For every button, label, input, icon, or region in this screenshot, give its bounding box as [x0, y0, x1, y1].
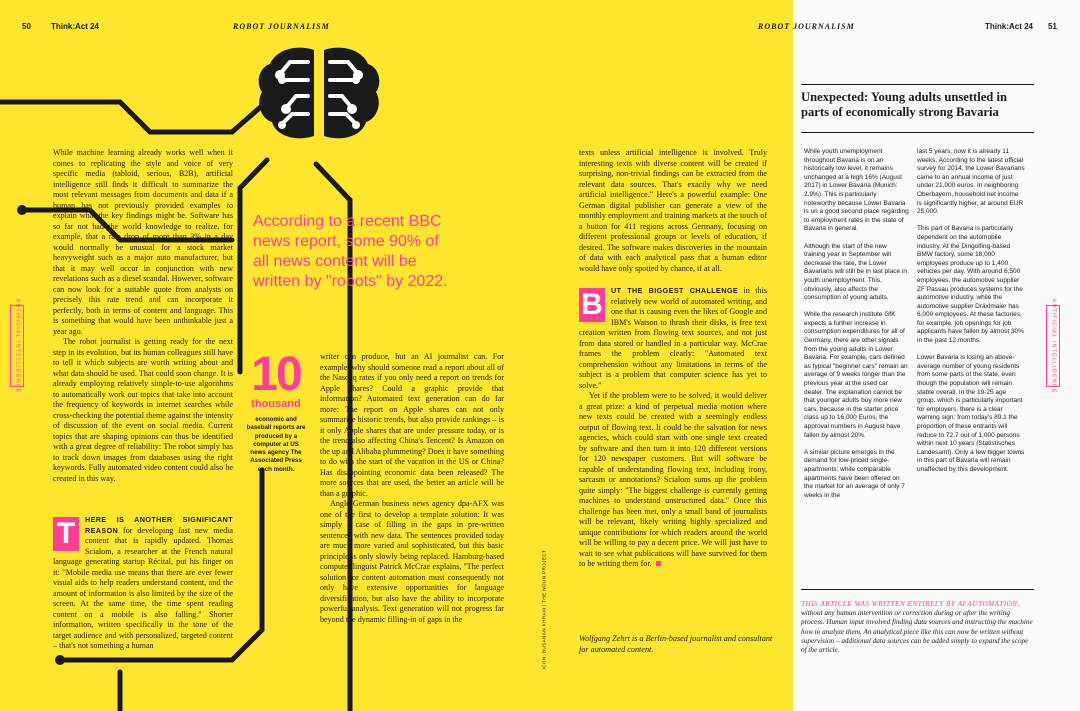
article-column-3	[579, 148, 767, 570]
right-section-title: ROBOT JOURNALISM	[758, 22, 855, 31]
author-signature: Wolfgang Zehrt is a Berlin-based journalist and consultant for automated content.	[579, 634, 773, 654]
article-column-1	[53, 148, 233, 484]
left-page-number: 50	[22, 22, 31, 31]
stat-unit: thousand	[251, 398, 301, 410]
box-paragraph: This part of Bavaria is particularly dependent on the automobile industry. At the Dingolfing-based BMW factory, some 18,000 employees produce up to 1,400 vehicles per day. With around 6,500 employees, the automotive supplier ZF Passau produces systems for the automotive industry, while the automotive supplier Dräxlmaier has 6,000 employees. At these factories, for example, job openings for job applicants have fallen by almost 30% in the past 12 months.	[917, 225, 1024, 345]
pull-quote: According to a recent BBC news report, some 90% of all news content will be written by "robots" by 2022.	[253, 213, 448, 290]
box-paragraph: A similar picture emerges in the demand for low-priced single-apartments: while comparable apartments have been offered on the market for an average of only 7 weeks in the	[804, 448, 905, 499]
box-bottom-rule	[801, 589, 1034, 590]
left-brand: Think:Act 24	[51, 22, 100, 31]
article-column-1-lower	[53, 515, 233, 652]
box-title-rule	[801, 132, 1034, 133]
box-top-rule	[801, 84, 1034, 85]
body-paragraph: Anglo-German business news agency dpa-AFX was one of the first to develop a template solution: It was simply a case of filling in the gaps in pre-written sentences with new data. The sentences provided today are much more varied and sophisticated, but this basic principle is only slowly being replaced. Hamburg-based computer linguist Patrick McCrae explains, "The perfect solution for content automation must consequently not only have extensive opportunities for language diversification, but also have the ability to incorporate powerful analysis. Text generation will not progress far beyond the dynamic filling-in of gaps in the	[320, 499, 504, 624]
dropcap-paragraph: T HERE IS ANOTHER SIGNIFICANT REASON for developing fast new media content that is rapidly updated. Thomas Scialom, a researcher at the French natural language generating startup Récital, put his finger on it: "Mobile media use means that there are ever fewer visual aids to help readers understand content, and the amount of information is also limited by the size of the screen. At the same time, the time spent reading content on a mobile is also falling." Shorter information, written specifically in the tone of the target audience and with personalized, targeted content – that's not something a human	[53, 515, 233, 650]
lead-in: HERE IS ANOTHER SIGNIFICANT REASON	[85, 515, 233, 535]
dropcap-t: T	[53, 517, 79, 551]
box-paragraph: Although the start of the new training year in September will decrease the rate, the Lower Bavarians will still be in last place in youth unemployment. This, obviously, also affects the consumption of young adults.	[804, 242, 907, 302]
body-paragraph: The robot journalist is getting ready for the next step in its evolution, but its human colleagues still have to tell it which subjects are worth writing about and what data should be used. That could soon change. It is already employing relatively simple-to-use algorithms to automatically work out topics that take into account the frequency of keywords in internet searches while cross-checking the potential theme against the intensity of discussion of the event on social media. Current topics that are shaping opinions can thus be identified with a great degree of reliability: The robot simply has to track down images from databases using the right keywords. Fully automated video content could also be created in this way.	[53, 337, 233, 483]
ai-disclosure-note: THIS ARTICLE WAS WRITTEN ENTIRELY BY AI AUTOMATION, without any human intervention or correction during or after the writing process. Human input involved finding data sources and instructing the machine how to analyze them. An analytical piece like this can now be written without supervision – additional data sources can be added simply to expand the scope of the article.	[801, 600, 1033, 655]
lead-in: UT THE BIGGEST CHALLENGE	[611, 286, 739, 295]
stat-callout	[245, 348, 307, 474]
brain-circuit-icon	[259, 48, 380, 139]
box-title: Unexpected: Young adults unsettled in parts of economically strong Bavaria	[801, 90, 1007, 119]
box-column-b	[917, 148, 1025, 483]
box-paragraph: last 5 years, now it is already 11 weeks. According to the latest official survey for 2014, the Lower Bavarians came to an annual income of just under 21,000 euros. In neighboring Oberbayern, household net income is significantly higher, at around EUR 25,000.	[917, 148, 1025, 216]
right-brand: Think:Act 24	[985, 22, 1034, 31]
body-paragraph: Yet if the problem were to be solved, it would deliver a great prize: a kind of perpetual media motion where new texts could be created with a seemingly endless output of flowing text. It could be the salvation for news agencies, which could start with one single text created by software and then turn it into 120 different versions for 120 newspaper customers. But will software be capable of understanding flowing text, including irony, sarcasm or annotations? Scialom sums up the problem quite simply: "The biggest challenge is currently getting machines to understand unstructured data." Once this challenge has been met, only a small band of journalists will be relevant, likely writing highly specialized and unique contributions for which readers around the world will be willing to pay a decent price. We will just have to wait to see what publications will have survived for them to be writing them for.	[579, 391, 767, 568]
body-paragraph: While machine learning already works well when it comes to replicating the style and voice of very specific media (tabloid, serious, B2B), artificial intelligence still finds it difficult to summarize the most relevant messages from documents and data if a human has not previously provided examples to explain what the key findings might be. Software has so far not had the world knowledge to realize, for example, that a rate drop of more than 3% in a day would normally be unusual for a stock market heavyweight such as a major auto manufacturer, but that it may well occur in conjunction with new revelations such as a diesel scandal. However, software can now look for a suitable quote from analysts on precisely this rate trend and can incorporate it perfectly, both in terms of content and language. This is something that would have been unthinkable just a year ago.	[53, 148, 233, 336]
dropcap-paragraph: B UT THE BIGGEST CHALLENGE in this relatively new world of automated writing, and one that is causing even the likes of Google and IBM's Watson to thrash their disks, is free text creation written from flowing text sources, and not just from data stored or handled in a particular way. McCrae frames the problem clearly: "Automated text comprehension without any limitations in terms of the subject is a problem that computer science has yet to solve."	[579, 286, 767, 390]
left-section-title: ROBOT JOURNALISM	[233, 22, 330, 31]
stat-description: economic and baseball reports are produced by a computer at US news agency The Associated Press each month.	[246, 416, 306, 473]
body-paragraph: writer can produce, but an AI journalist can. For example, why should someone read a report about all of the Nasdaq rates if you only need a report on trends for Apple shares? Could a graphic provide that information? Automated text generation can do far more: The report on Apple shares can not only summarize historic trends, but also provide rankings – is it only Apple shares that are under pressure today, or is the trend also affecting China's Tencent? Is Amazon on the up and Alibaba plummeting? Does it have something to do with the start of the vacation in the US or China? Has disappointing economic data been released? The more sources that are used, the better an article will be than a graphic.	[320, 352, 504, 498]
box-paragraph: While youth unemployment throughout Bavaria is on an historically low level, it remains unchanged at a high 16% (August 2017) in Lower Bavaria (Munich: 2.9%). This is particularly noteworthy because Lower Bavaria is on a good second place regarding to employment rates in the state of Bavaria in general.	[804, 148, 909, 233]
stat-number: 10	[251, 348, 301, 401]
side-label-left: ARTIFICIAL INTELLIGENCE	[10, 305, 24, 387]
article-column-2	[320, 352, 504, 625]
box-column-a	[804, 148, 909, 509]
side-label-right: ARTIFICIAL INTELLIGENCE	[1046, 305, 1060, 387]
body-paragraph: texts unless artificial intelligence is involved. Truly interesting texts with diverse content will be created if surprising, non-trivial findings can be extracted from the relevant data sources. That's exactly why we need artificial intelligence." Here's a powerful example: One German digital publisher can generate a view of the monthly employment and training markets at the touch of a button for 411 regions across Germany, focusing on different professional groups or levels of education, if desired. The software makes discoveries in the mountain of data with each analytical pass that a human editor would have only spotted by chance, if at all.	[579, 148, 767, 273]
end-mark-icon	[656, 561, 661, 566]
box-paragraph: While the research institute GfK expects a further increase in consumption expenditures for all of Germany, there are other signals from the young adults in Lower Bavaria. For example, cars defined as typical "beginner cars" remain an average of 9 weeks longer than the previous year at the used car dealer. The explanation cannot be that younger adults buy more new cars, because in the starter price class up to 16,000 Euros, the approval numbers in August have fallen by almost 20%.	[804, 311, 908, 439]
photo-credit: ICON: BUSANAN KHRAM / THE NOUN PROJECT	[541, 549, 547, 670]
right-page-number: 51	[1048, 22, 1057, 31]
dropcap-b: B	[579, 288, 605, 322]
box-paragraph: Lower Bavaria is losing an above-average number of young residents from some parts of the state, even though the population will remain stable overall. In the 19-25 age group, which is particularly important for employers, there is a clear warning sign: from today's 89.1 the proportion of these entrants will reduce to 72.7 out of 1,000 persons within next 10 years (Statistisches Landesamt). Only a few bigger towns in this part of Bavaria will remain unaffected by this development.	[917, 354, 1025, 473]
